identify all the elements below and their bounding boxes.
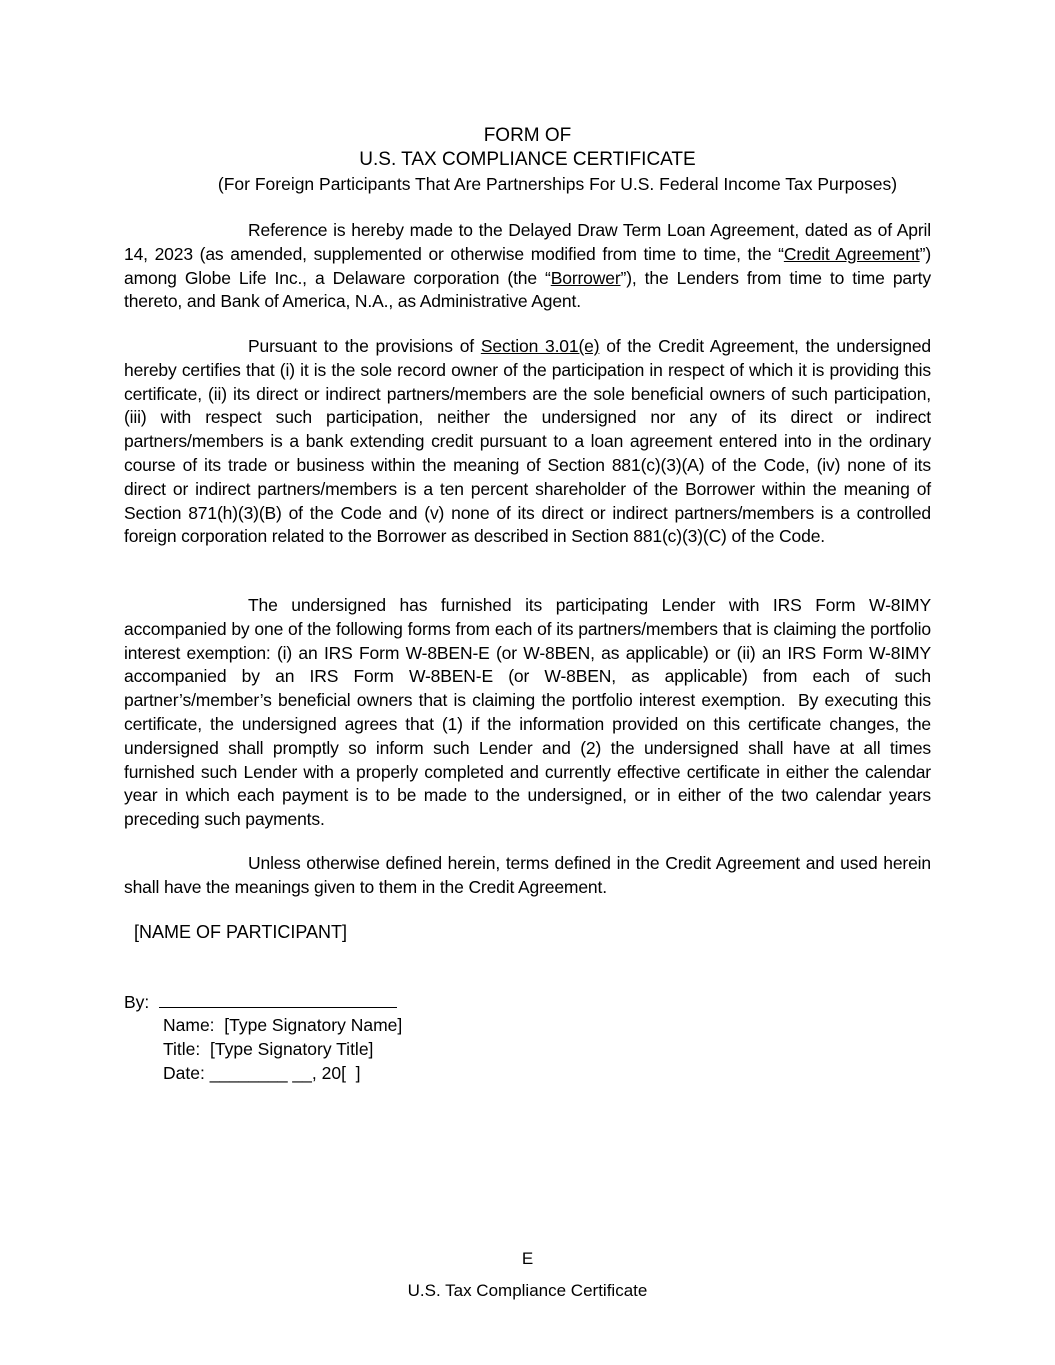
paragraph-definitions (124, 852, 931, 900)
paragraph-text: The undersigned has furnished its participating Lender with IRS Form W-8IMY accompanied by one of the following forms from each of its partners/members that is claiming the portfolio interest exemption: (i) an IRS Form W-8BEN-E (or W-8BEN, as applicable) or (ii) an IRS Form W-8IMY accompanied by an IRS Form W-8BEN-E (or W-8BEN, as applicable) from each of such partner’s/member’s beneficial owners that is claiming the portfolio interest exemption. By executing this certificate, the undersigned agrees that (1) if the information provided on this certificate changes, the undersigned shall promptly so inform such Lender and (2) the undersigned shall have at all times furnished such Lender with a properly completed and currently effective certificate in either the calendar year in which each payment is to be made to the undersigned, or in either of the two calendar years preceding such payments. (124, 595, 931, 830)
paragraph-text: ”), the Lenders from time to time party thereto, and Bank of America, N.A., as Administrative Agent. (124, 267, 931, 312)
heading-title: U.S. TAX COMPLIANCE CERTIFICATE (359, 149, 696, 170)
signature-by-line (124, 989, 397, 1014)
paragraph-reference (124, 219, 931, 314)
signatory-title: Title: [Type Signatory Title] (163, 1039, 374, 1059)
document-heading (0, 124, 1055, 196)
heading-form-of: FORM OF (483, 125, 572, 146)
signature-blank (159, 989, 397, 1008)
paragraph-text: Pursuant to the provisions of (248, 336, 481, 356)
paragraph-text: Reference is hereby made to the Delayed Draw Term Loan Agreement, dated as of April 14, 2023 (as amended, supplemented or otherwise modified from time to time, the “ (124, 220, 931, 264)
section-reference: Section 3.01(e) (480, 336, 600, 356)
paragraph-forms (124, 594, 931, 832)
paragraph-text: of the Credit Agreement, the undersigned hereby certifies that (i) it is the sole record owner of the participation in respect of which it is providing this certificate, (ii) its direct or indirect partners/members are the sole beneficial owners of such participation, (iii) with respect such participation, neither the undersigned nor any of its direct or indirect partners/members is a bank extending credit pursuant to a loan agreement entered into in the ordinary course of its trade or business within the meaning of Section 881(c)(3)(A) of the Code, (iv) none of its direct or indirect partners/members is a ten percent shareholder of the Borrower within the meaning of Section 871(h)(3)(B) of the Code and (v) none of its direct or indirect partners/members is a controlled foreign corporation related to the Borrower as described in Section 881(c)(3)(C) of the Code. (124, 336, 932, 547)
participant-name: [NAME OF PARTICIPANT] (134, 922, 348, 942)
defined-term-borrower: Borrower (550, 267, 621, 288)
paragraph-text: ”) among Globe Life Inc., a Delaware corporation (the “ (124, 243, 931, 288)
exhibit-letter: E (521, 1249, 534, 1268)
by-label: By: (124, 992, 150, 1012)
defined-term-credit-agreement: Credit Agreement (783, 243, 920, 264)
signature-date: Date: ________ __, 20[ ] (163, 1063, 361, 1083)
signatory-name: Name: [Type Signatory Name] (163, 1015, 403, 1035)
paragraph-text: Unless otherwise defined herein, terms defined in the Credit Agreement and used herein shall have the meanings given to them in the Credit Agreement. (124, 853, 931, 897)
exhibit-title: U.S. Tax Compliance Certificate (407, 1281, 648, 1300)
paragraph-certification (124, 335, 931, 549)
heading-subtitle: (For Foreign Participants That Are Partnerships For U.S. Federal Income Tax Purposes) (217, 174, 898, 194)
